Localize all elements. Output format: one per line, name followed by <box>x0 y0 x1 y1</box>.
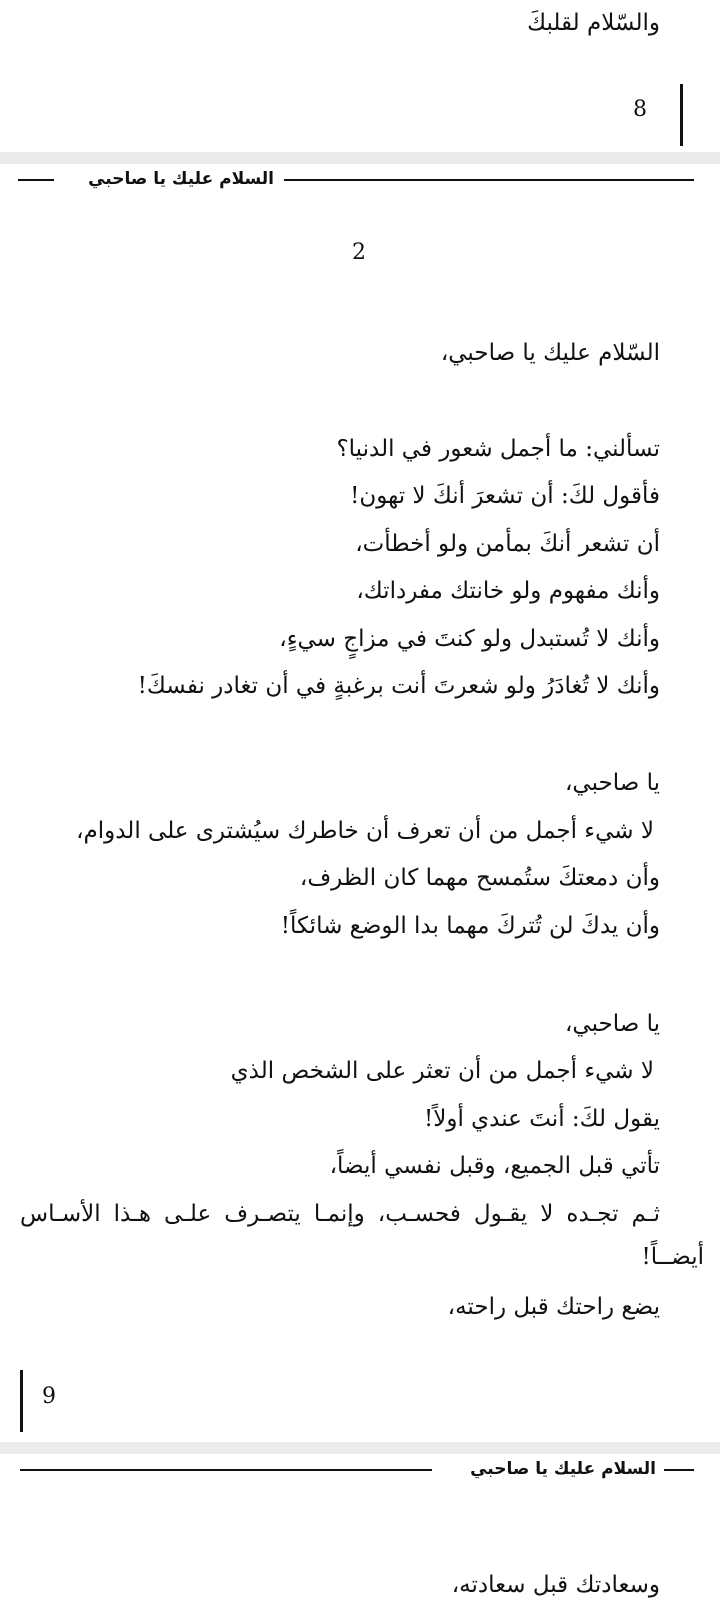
page-number: 8 <box>633 97 647 122</box>
page-gap <box>0 152 720 164</box>
closing-line: والسّلام لقلبكَ <box>527 10 660 36</box>
stanza-3-line: لا شيء أجمل من أن تعثر على الشخص الذي <box>230 1058 654 1084</box>
stanza-1-line: أن تشعر أنكَ بمأمن ولو أخطأت، <box>355 531 660 557</box>
stanza-1-line: وأنك مفهوم ولو خانتك مفرداتك، <box>356 578 660 604</box>
stanza-1-line: تسألني: ما أجمل شعور في الدنيا؟ <box>336 436 660 462</box>
stanza-3-line: يضع راحتك قبل راحته، <box>447 1294 660 1320</box>
stanza-2-line: وأن دمعتكَ ستُمسح مهما كان الظرف، <box>299 865 660 891</box>
running-header: السلام عليك يا صاحبي <box>470 1459 656 1479</box>
page-number: 9 <box>42 1384 56 1409</box>
page-number-bar <box>20 1370 23 1432</box>
stanza-3-line: يقول لكَ: أنتَ عندي أولاً! <box>424 1106 660 1132</box>
header-rule-long <box>284 179 694 181</box>
page-bottom <box>0 1454 720 1604</box>
greeting: السّلام عليك يا صاحبي، <box>440 340 660 366</box>
stanza-3-line: يا صاحبي، <box>564 1011 660 1037</box>
stanza-2-line: وأن يدكَ لن تُتركَ مهما بدا الوضع شائكاً! <box>280 913 660 939</box>
header-rule-short <box>18 179 54 181</box>
running-header: السلام عليك يا صاحبي <box>88 169 274 189</box>
page-middle <box>0 164 720 1442</box>
stanza-3-line: تأتي قبل الجميع، وقبل نفسي أيضاً، <box>329 1153 660 1179</box>
header-rule-short <box>664 1469 694 1471</box>
stanza-2-line: يا صاحبي، <box>564 770 660 796</box>
stanza-1-line: وأنك لا تُستبدل ولو كنتَ في مزاجٍ سيءٍ، <box>279 626 660 652</box>
page-top <box>0 0 720 152</box>
chapter-number: 2 <box>352 240 366 265</box>
stanza-1-line: فأقول لكَ: أن تشعرَ أنكَ لا تهون! <box>350 483 660 509</box>
header-rule-long <box>20 1469 432 1471</box>
stanza-2-line: لا شيء أجمل من أن تعرف أن خاطرك سيُشترى على الدوام، <box>76 818 654 844</box>
page-gap <box>0 1442 720 1454</box>
first-line: وسعادتك قبل سعادته، <box>451 1572 660 1598</box>
stanza-3-line: أيضــاً! <box>641 1244 704 1270</box>
page-number-bar <box>680 84 683 146</box>
stanza-3-line: ثـم تجـده لا يقـول فحسـب، وإنمـا يتصـرف علـى هـذا الأسـاس <box>20 1201 660 1227</box>
stanza-1-line: وأنك لا تُغادَرُ ولو شعرتَ أنت برغبةٍ في أن تغادر نفسكَ! <box>137 673 660 699</box>
